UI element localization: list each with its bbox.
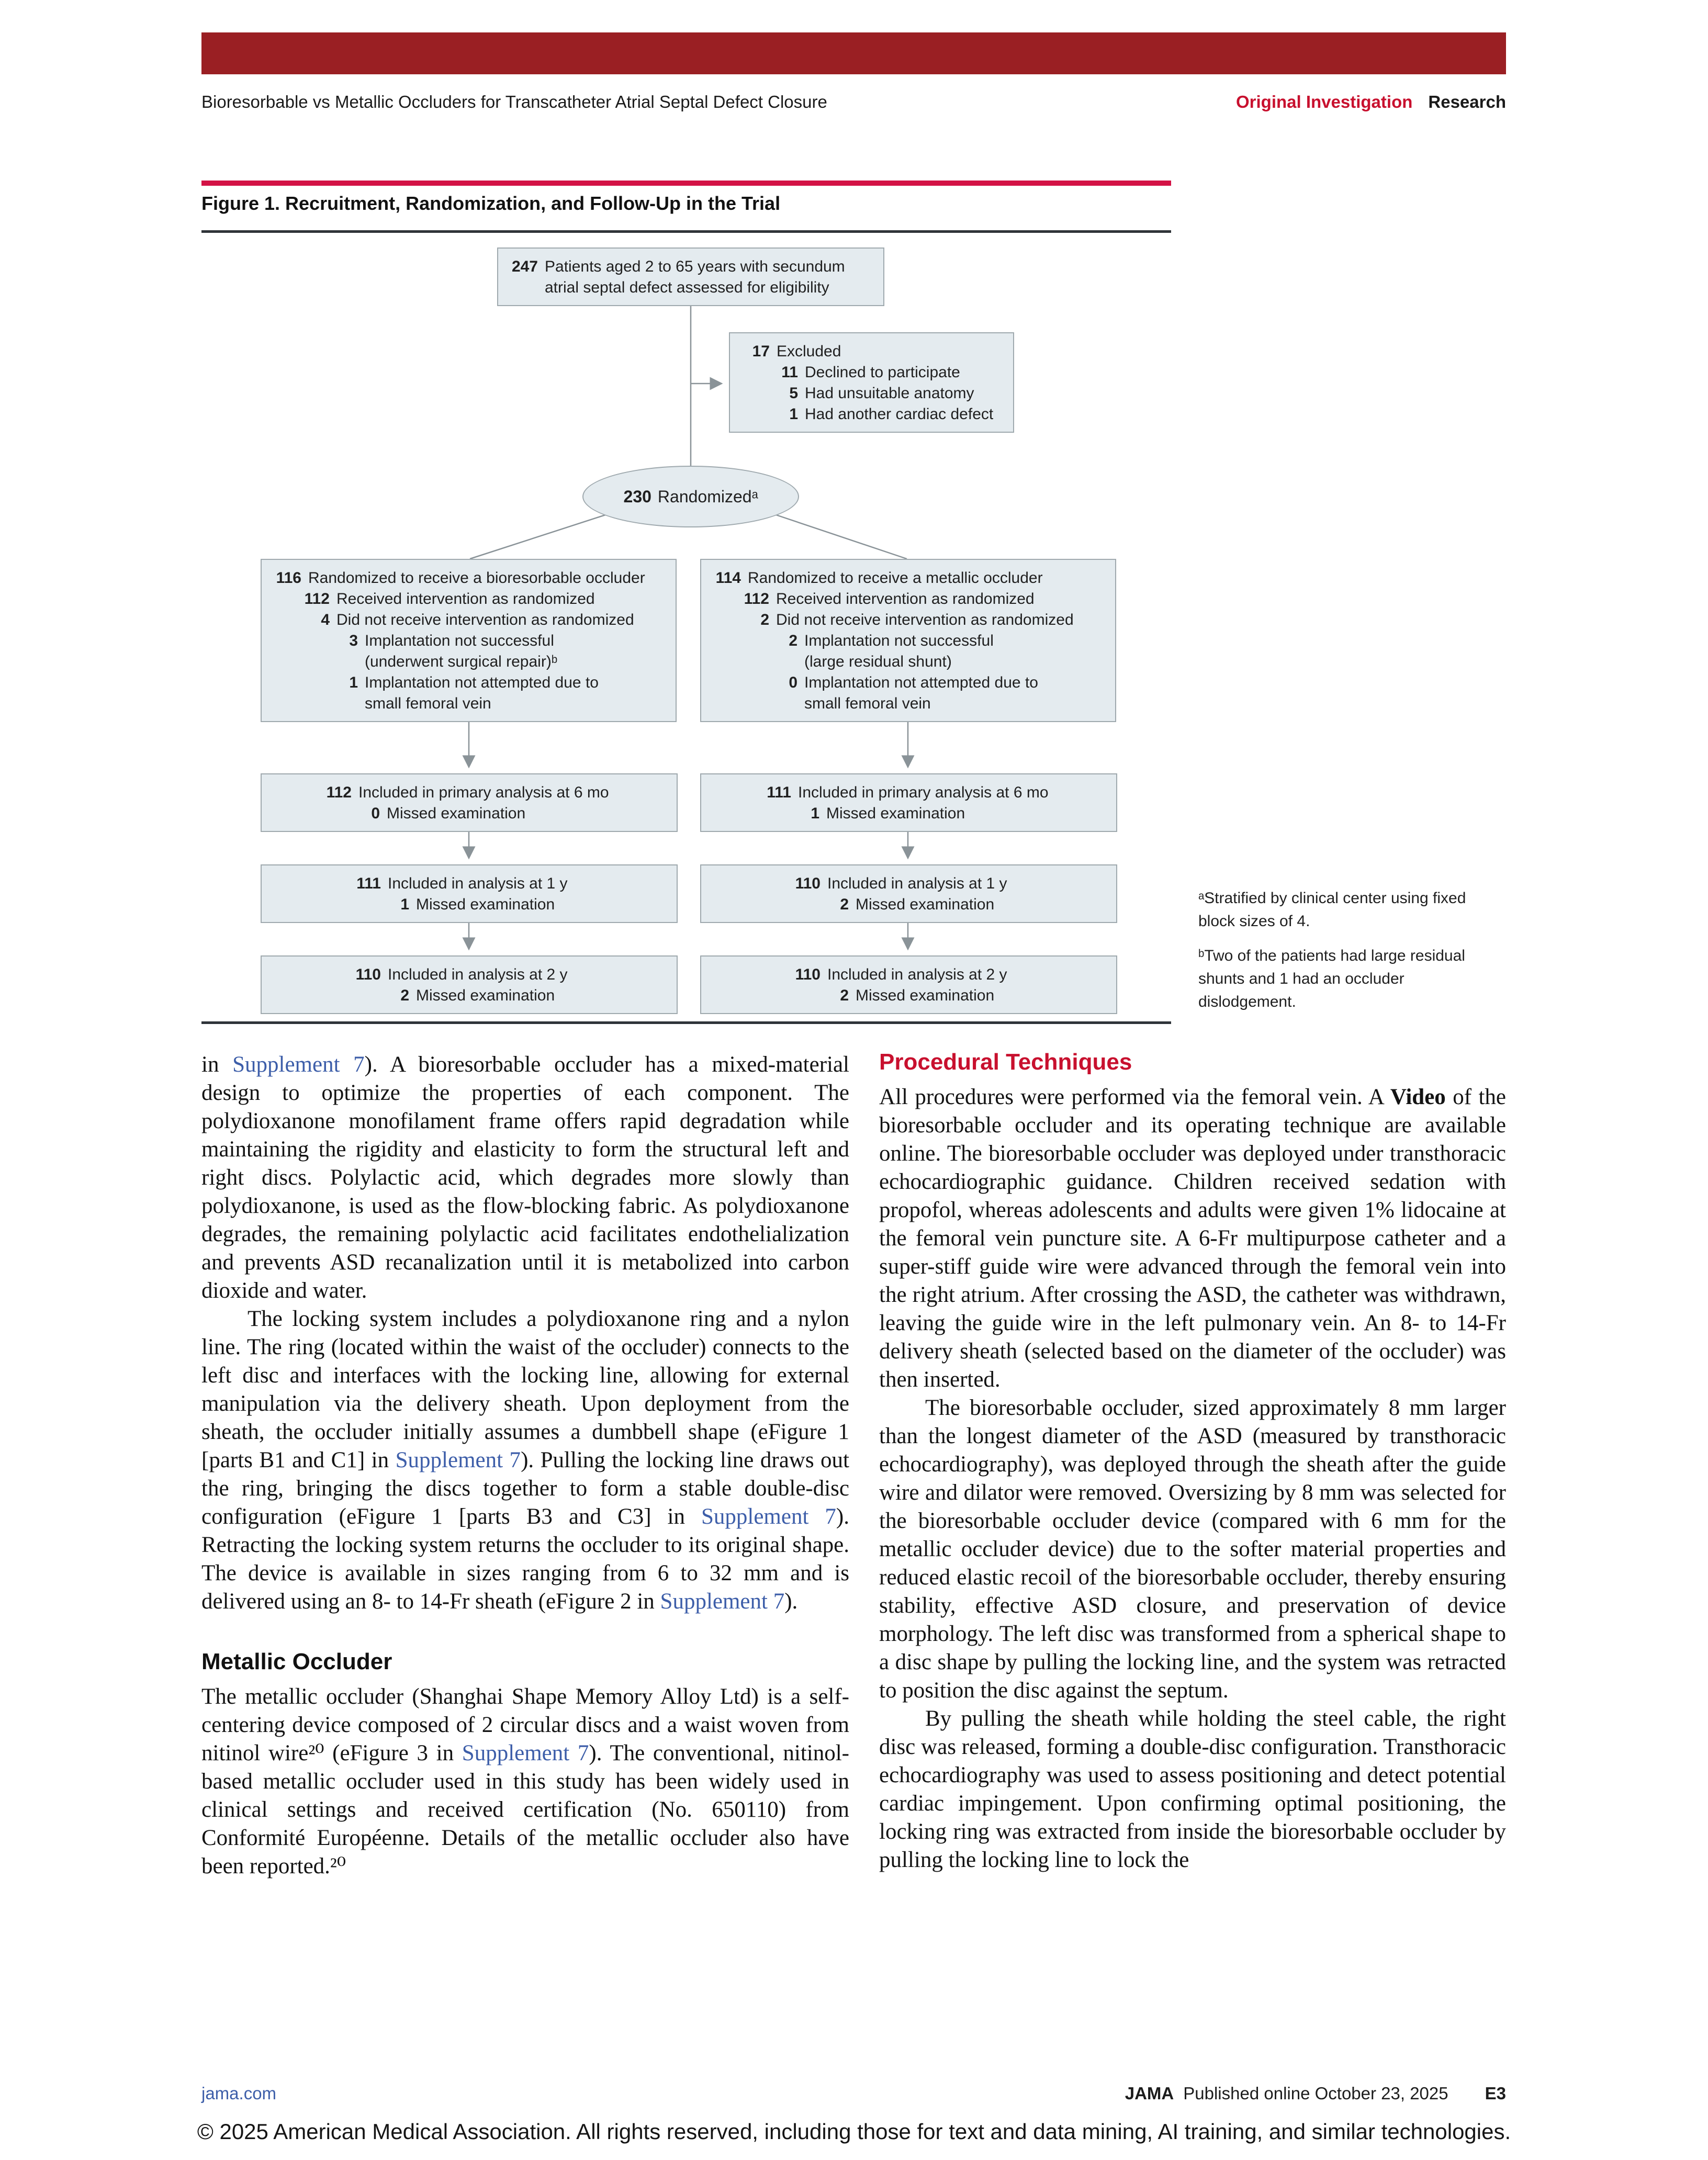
figure-title: Figure 1. Recruitment, Randomization, and Follow-Up in the Trial bbox=[201, 193, 781, 214]
flow-row: 11 Declined to participate bbox=[781, 364, 960, 381]
flow-row: 2 Missed examination bbox=[840, 987, 995, 1004]
jama-link[interactable]: jama.com bbox=[201, 2084, 277, 2103]
flow-row: 3 Implantation not successful (underwent surgical repair)ᵇ bbox=[349, 632, 558, 670]
figure-footnotes bbox=[1198, 887, 1484, 1025]
running-head-title: Bioresorbable vs Metallic Occluders for Transcatheter Atrial Septal Defect Closure bbox=[201, 92, 827, 111]
supplement-7-link[interactable]: Supplement 7 bbox=[660, 1589, 785, 1614]
flow-row: 2 Implantation not successful (large residual shunt) bbox=[789, 632, 994, 670]
flow-box-met-1y bbox=[700, 864, 1117, 923]
supplement-7-link[interactable]: Supplement 7 bbox=[232, 1052, 365, 1077]
section-heading-procedural-techniques: Procedural Techniques bbox=[879, 1049, 1132, 1075]
flow-row: 4 Did not receive intervention as randomized bbox=[321, 611, 634, 628]
flow-row: 17 Excluded bbox=[752, 343, 841, 360]
flow-row: 2 Did not receive intervention as randomized bbox=[760, 611, 1074, 628]
flow-diagram bbox=[201, 233, 1171, 1029]
flow-row: 1 Implantation not attempted due to small femoral vein bbox=[349, 674, 599, 712]
subsection-heading-metallic-occluder: Metallic Occluder bbox=[201, 1649, 392, 1674]
flow-row: 1 Missed examination bbox=[811, 805, 965, 822]
video-reference: Video bbox=[1390, 1085, 1446, 1109]
paragraph: in Supplement 7). A bioresorbable occluder has a mixed-material design to optimize the properties of each component. The polydioxanone monofilament frame offers rapid degradation while maintaining the rigidity and elasticity to form the structural left and right discs. Polylactic acid, which degrades more slowly than polydioxanone, is used as the flow-blocking fabric. As polydioxanone degrades, the remaining polylactic acid facilitates endothelialization and prevents ASD recanalization until it is metabolized into carbon dioxide and water. bbox=[201, 1052, 849, 1303]
paragraph: The bioresorbable occluder, sized approximately 8 mm larger than the longest diameter of the ASD (measured by transthoracic echocardiography), was deployed through the sheath after the guide wire and dilator were removed. Oversizing by 8 mm was selected for the bioresorbable occluder device (compared with 6 mm for the metallic occluder device) due to the softer material properties and reduced elastic recoil of the bioresorbable occluder, thereby ensuring stability, effective ASD closure, and preservation of device morphology. The left disc was transformed from a spherical shape to a disc shape by pulling the locking line, and the system was retracted to position the disc against the septum. bbox=[879, 1396, 1506, 1703]
supplement-7-link[interactable]: Supplement 7 bbox=[395, 1448, 521, 1472]
figure-title-rule bbox=[201, 230, 1171, 233]
flow-row: 1 Had another cardiac defect bbox=[789, 406, 994, 423]
flow-box-bio-1y bbox=[261, 864, 678, 923]
flow-row: 116 Randomized to receive a bioresorbable occluder bbox=[276, 569, 645, 587]
flow-box-met-6mo bbox=[700, 773, 1117, 832]
figure-bottom-rule bbox=[201, 1021, 1171, 1024]
flow-row: 112 Received intervention as randomized bbox=[744, 590, 1035, 608]
flow-row: 112 Included in primary analysis at 6 mo bbox=[326, 784, 609, 801]
flow-row: 2 Missed examination bbox=[400, 987, 555, 1004]
supplement-7-link[interactable]: Supplement 7 bbox=[701, 1504, 836, 1529]
flow-box-bio-6mo bbox=[261, 773, 678, 832]
flow-box-met-2y bbox=[700, 955, 1117, 1014]
flow-box-metallic-group bbox=[700, 559, 1116, 722]
masthead-bar bbox=[201, 32, 1506, 74]
figure-top-rule bbox=[201, 181, 1171, 186]
flow-row: 110 Included in analysis at 2 y bbox=[795, 966, 1007, 983]
paragraph: By pulling the sheath while holding the steel cable, the right disc was released, forming a double-disc configuration. Transthoracic echocardiography was used to assess positioning and detect potential cardiac impingement. Upon confirming optimal positioning, the locking ring was extracted from inside the bioresorbable occluder by pulling the locking line to lock the bbox=[879, 1706, 1506, 1872]
flow-box-excluded bbox=[729, 332, 1014, 433]
running-head bbox=[201, 92, 1506, 112]
flow-row: 2 Missed examination bbox=[840, 896, 995, 913]
flow-row: 5 Had unsuitable anatomy bbox=[789, 385, 974, 402]
flow-row: 111 Included in primary analysis at 6 mo bbox=[767, 784, 1049, 801]
flow-row: 114 Randomized to receive a metallic occluder bbox=[715, 569, 1043, 587]
copyright-line: © 2025 American Medical Association. All rights reserved, including those for text and data mining, AI training, and similar technologies. bbox=[197, 2119, 1511, 2144]
paragraph: The locking system includes a polydioxanone ring and a nylon line. The ring (located within the waist of the occluder) connects to the left disc and interfaces with the locking line, allowing for external manipulation via the delivery sheath. Upon deployment from the sheath, the occluder initially assumes a dumbbell shape (eFigure 1 [parts B1 and C1] in Supplement 7). Pulling the locking line draws out the ring, bringing the discs together to form a stable double-disc configuration (eFigure 1 [parts B3 and C3] in Supplement 7). Retracting the locking system returns the occluder to its original shape. The device is available in sizes ranging from 6 to 32 mm and is delivered using an 8- to 14-Fr sheath (eFigure 2 in Supplement 7). bbox=[201, 1307, 850, 1614]
paragraph: The metallic occluder (Shanghai Shape Memory Alloy Ltd) is a self-centering device composed of 2 circular discs and a waist woven from nitinol wire²⁰ (eFigure 3 in Supplement 7). The conventional, nitinol-based metallic occluder used in this study has been widely used in clinical settings and received certification (No. 650110) from Conformité Européenne. Details of the metallic occluder also have been reported.²⁰ bbox=[201, 1684, 849, 1878]
flow-row: 0 Implantation not attempted due to small femoral vein bbox=[789, 674, 1038, 712]
flow-box-bioresorbable-group bbox=[261, 559, 677, 722]
section-label: Research bbox=[1428, 92, 1506, 111]
flow-row: 111 Included in analysis at 1 y bbox=[356, 875, 568, 892]
paragraph: All procedures were performed via the femoral vein. A Video of the bioresorbable occluder and its operating technique are available online. The bioresorbable occluder was deployed under transthoracic echocardiographic guidance. Children received sedation with propofol, whereas adolescents and adults were given 1% lidocaine at the femoral vein puncture site. A 6-Fr multipurpose catheter and a super-stiff guide wire were advanced through the femoral vein into the right atrium. After crossing the ASD, the catheter was withdrawn, leaving the guide wire in the left pulmonary vein. An 8- to 14-Fr delivery sheath (selected based on the diameter of the occluder) was then inserted. bbox=[879, 1085, 1506, 1392]
flow-row: 1 Missed examination bbox=[400, 896, 555, 913]
page-number: E3 bbox=[1485, 2084, 1506, 2103]
flow-row: 110 Included in analysis at 1 y bbox=[795, 875, 1007, 892]
supplement-7-link[interactable]: Supplement 7 bbox=[462, 1741, 589, 1765]
flow-row: 110 Included in analysis at 2 y bbox=[355, 966, 568, 983]
journal-name: JAMA bbox=[1125, 2084, 1174, 2103]
flow-box-eligibility: 247 Patients aged 2 to 65 years with secundum atrial septal defect assessed for eligibility bbox=[497, 248, 884, 306]
flow-oval-randomized: 230 Randomizedᵃ bbox=[582, 466, 799, 527]
flow-box-bio-2y bbox=[261, 955, 678, 1014]
left-column bbox=[201, 1051, 849, 1881]
flow-row: 112 Received intervention as randomized bbox=[304, 590, 595, 608]
publication-date: Published online October 23, 2025 bbox=[1183, 2084, 1448, 2103]
figure-footnote-b: ᵇTwo of the patients had large residual shunts and 1 had an occluder dislodgement. bbox=[1198, 947, 1465, 1010]
page-footer bbox=[201, 2084, 1506, 2103]
right-column bbox=[879, 1051, 1506, 1874]
figure-footnote-a: ᵃStratified by clinical center using fixed block sizes of 4. bbox=[1198, 890, 1466, 930]
category-label: Original Investigation bbox=[1236, 92, 1413, 111]
flow-row: 0 Missed examination bbox=[371, 805, 526, 822]
